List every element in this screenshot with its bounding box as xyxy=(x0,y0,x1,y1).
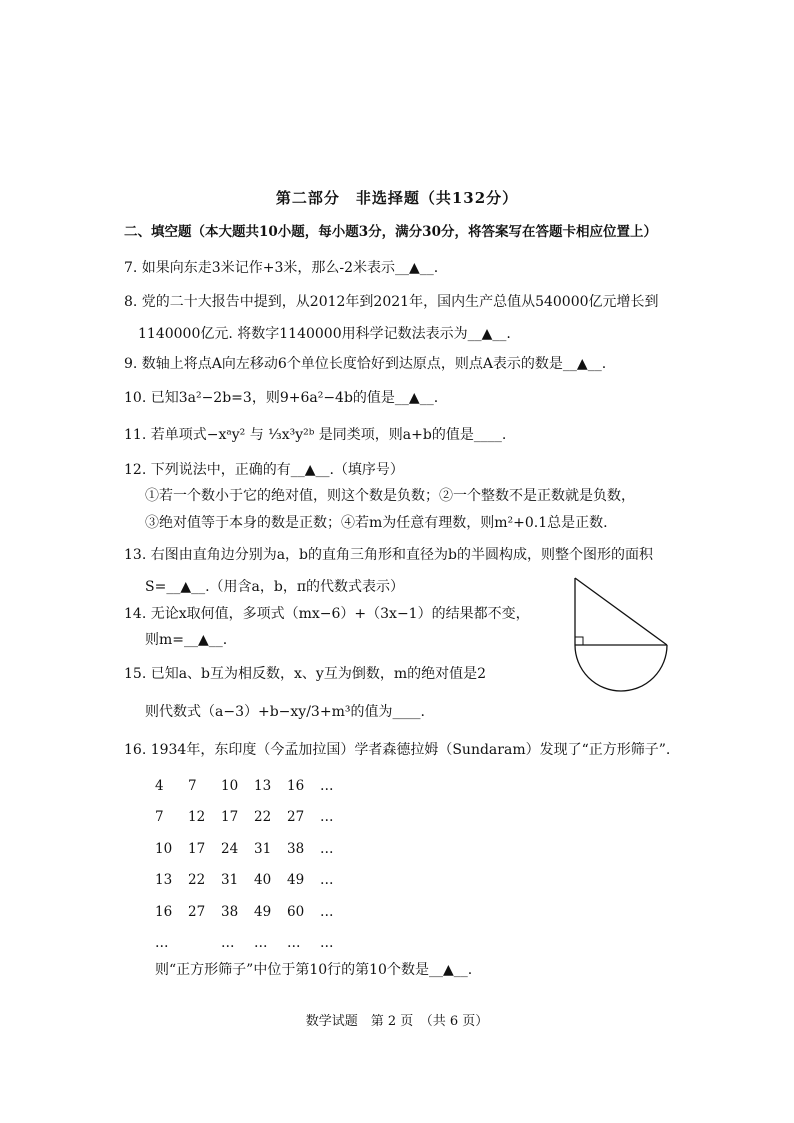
question-14-line-2: 则m=__▲__. xyxy=(145,632,228,648)
table-cell: … xyxy=(254,935,268,952)
table-cell: 10 xyxy=(221,777,239,794)
table-cell: 40 xyxy=(254,872,272,889)
table-cell: … xyxy=(320,809,334,826)
question-12-line-3: ③绝对值等于本身的数是正数；④若m为任意有理数，则m²+0.1总是正数. xyxy=(145,515,608,531)
table-cell: 31 xyxy=(254,840,272,857)
table-row xyxy=(155,865,353,897)
table-cell: 24 xyxy=(221,840,239,857)
table-cell: 10 xyxy=(155,840,173,857)
table-cell: … xyxy=(221,935,235,952)
table-row xyxy=(155,770,353,802)
table-cell xyxy=(188,928,221,960)
table-row xyxy=(155,833,353,865)
table-cell: 13 xyxy=(254,777,272,794)
question-11: 11. 若单项式−xᵃy² 与 ⅓x³y²ᵇ 是同类项，则a+b的值是____. xyxy=(124,427,507,443)
section-heading: 二、填空题（本大题共10小题，每小题3分，满分30分，将答案写在答题卡相应位置上） xyxy=(124,224,657,240)
question-12-line-2: ①若一个数小于它的绝对值，则这个数是负数；②一个整数不是正数就是负数， xyxy=(145,488,635,504)
page-footer: 数学试题 第 2 页 （共 6 页） xyxy=(305,1014,489,1029)
table-cell: 31 xyxy=(221,872,239,889)
sieve-table xyxy=(155,770,353,959)
table-row xyxy=(155,802,353,834)
table-cell: … xyxy=(320,872,334,889)
table-row xyxy=(155,896,353,928)
table-cell: 38 xyxy=(287,840,305,857)
table-cell: 22 xyxy=(254,809,272,826)
table-cell: 17 xyxy=(188,840,206,857)
table-cell: 7 xyxy=(188,777,197,794)
table-row xyxy=(155,928,353,960)
question-14-line-1: 14. 无论x取何值，多项式（mx−6）+（3x−1）的结果都不变， xyxy=(124,606,530,622)
table-cell: 38 xyxy=(221,903,239,920)
question-10: 10. 已知3a²−2b=3，则9+6a²−4b的值是__▲__. xyxy=(124,390,439,406)
table-cell: … xyxy=(320,903,334,920)
table-cell: 49 xyxy=(254,903,272,920)
table-cell: … xyxy=(320,840,334,857)
table-cell: 49 xyxy=(287,872,305,889)
table-cell: 17 xyxy=(221,809,239,826)
table-cell: 13 xyxy=(155,872,173,889)
table-cell: … xyxy=(287,935,301,952)
table-cell: 7 xyxy=(155,809,164,826)
table-cell: 60 xyxy=(287,903,305,920)
question-13-line-1: 13. 右图由直角边分别为a，b的直角三角形和直径为b的半圆构成，则整个图形的面积 xyxy=(124,547,653,563)
table-cell: … xyxy=(320,777,334,794)
table-cell: 27 xyxy=(287,809,305,826)
question-15-line-1: 15. 已知a、b互为相反数，x、y互为倒数，m的绝对值是2 xyxy=(124,666,487,682)
question-8-line-1: 8. 党的二十大报告中提到，从2012年到2021年，国内生产总值从540000亿元增长到 xyxy=(124,294,659,310)
table-cell: 22 xyxy=(188,872,206,889)
question-16-intro: 16. 1934年，东印度（今孟加拉国）学者森德拉姆（Sundaram）发现了“正方形筛子”. xyxy=(124,742,671,758)
question-7: 7. 如果向东走3米记作+3米，那么-2米表示__▲__. xyxy=(124,260,439,276)
table-cell: 16 xyxy=(155,903,173,920)
question-13-line-2: S=__▲__.（用含a，b，π的代数式表示） xyxy=(145,579,405,595)
table-cell: … xyxy=(320,935,334,952)
table-cell: 16 xyxy=(287,777,305,794)
question-15-line-2: 则代数式（a−3）+b−xy/3+m³的值为____. xyxy=(145,704,425,720)
question-16-tail: 则“正方形筛子”中位于第10行的第10个数是__▲__. xyxy=(155,962,473,978)
table-cell: … xyxy=(155,935,169,952)
question-12-line-1: 12. 下列说法中，正确的有__▲__.（填序号） xyxy=(124,462,404,478)
question-8-line-2: 1140000亿元. 将数字1140000用科学记数法表示为__▲__. xyxy=(138,326,511,342)
part-title: 第二部分 非选择题（共132分） xyxy=(275,189,519,207)
question-9: 9. 数轴上将点A向左移动6个单位长度恰好到达原点，则点A表示的数是__▲__. xyxy=(124,356,607,372)
table-cell: 4 xyxy=(155,777,164,794)
right-triangle-semicircle-figure xyxy=(565,573,675,698)
table-cell: 12 xyxy=(188,809,206,826)
table-cell: 27 xyxy=(188,903,206,920)
